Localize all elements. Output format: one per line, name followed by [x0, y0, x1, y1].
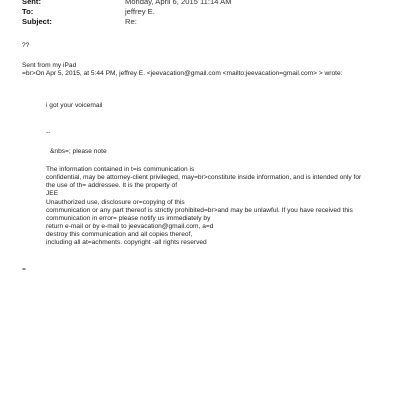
- subject-value: Re:: [125, 17, 137, 26]
- disclaimer-line: The information contained in t=is communication is: [46, 166, 195, 173]
- subject-label: Subject:: [22, 17, 52, 26]
- disclaimer-line: including all at=achments. copyright -all rights reserved: [46, 239, 207, 246]
- sent-label: Sent:: [22, 0, 41, 6]
- header-sent-row: [22, 0, 232, 7]
- disclaimer-line: communication or any part thereof is strictly prohibited=br>and may be unlawful. If you have received this: [46, 207, 353, 214]
- disclaimer-line: destroy this communication and all copies thereof,: [46, 231, 193, 238]
- signature-dashes: --: [46, 129, 51, 136]
- to-value: jeffrey E.: [125, 7, 155, 16]
- header-subject-row: [22, 17, 137, 27]
- to-label: To:: [22, 7, 34, 16]
- voicemail-line: i got your voicemail: [46, 102, 103, 109]
- sent-from-line: Sent from my iPad: [22, 62, 77, 69]
- sent-value: Monday, April 6, 2015 11:14 AM: [125, 0, 232, 6]
- disclaimer-line: return e-mail or by e-mail to jeevacation@gmail.com, a=d: [46, 223, 214, 230]
- trailing-equals: =: [22, 266, 26, 273]
- disclaimer-line: Unauthorized use, disclosure or=copying of this: [46, 199, 185, 206]
- question-marks: ??: [22, 42, 30, 49]
- disclaimer-line: communication in error= please notify us immediately by: [46, 215, 211, 222]
- on-wrote-line: =br>On Apr 5, 2015, at 5:44 PM, jeffrey E. <jeevacation@gmail.com <mailto:jeevacation=gmail.com> > wrote:: [22, 70, 343, 77]
- header-to-row: [22, 7, 155, 17]
- disclaimer-line: confidential, may be attorney-client privileged, may=br>constitute inside information, and is intended only for: [46, 174, 362, 181]
- disclaimer-line: JEE: [46, 190, 59, 197]
- please-note-line: &nbs=; please note: [50, 148, 107, 155]
- disclaimer-line: the use of th= addressee. It is the property of: [46, 182, 178, 189]
